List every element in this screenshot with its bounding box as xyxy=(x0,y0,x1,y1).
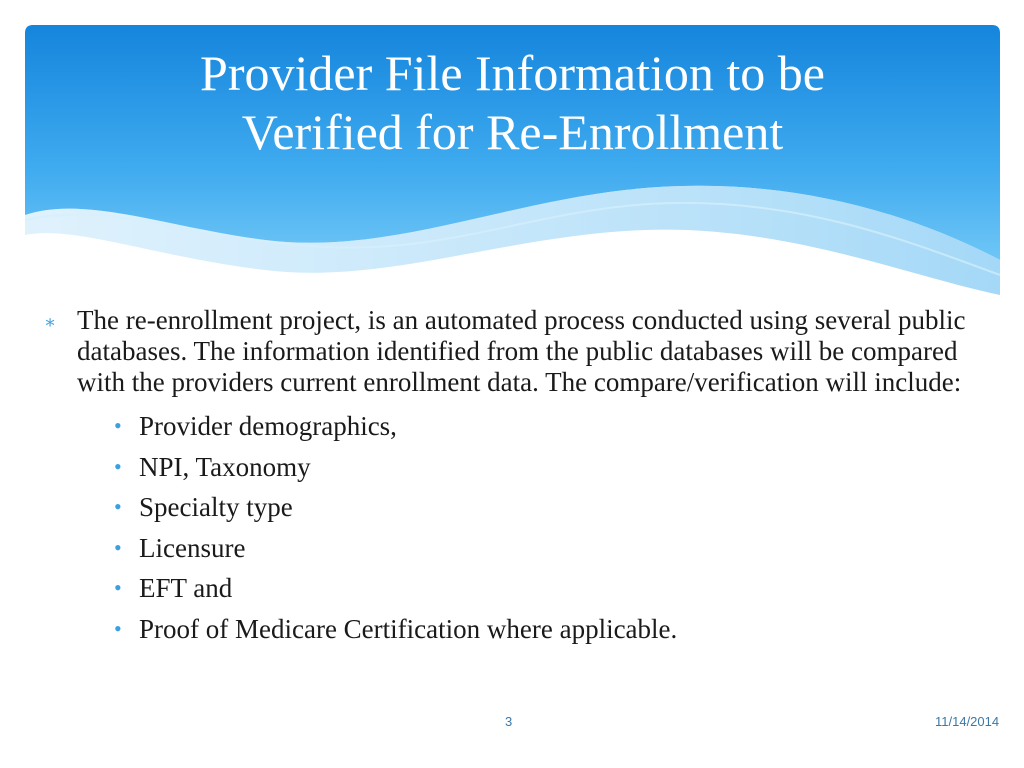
list-item xyxy=(44,528,984,569)
bullet-dot-icon: • xyxy=(114,615,122,641)
bullet-dot-icon: • xyxy=(114,413,122,438)
bullet-dot-icon: • xyxy=(114,494,122,519)
list-item-text: Proof of Medicare Certification where applicable. xyxy=(139,613,678,644)
bullet-dot-icon: • xyxy=(114,575,122,600)
list-item-text: Specialty type xyxy=(139,492,293,522)
list-item xyxy=(44,406,984,447)
slide-body xyxy=(44,305,984,649)
list-item-text: Provider demographics, xyxy=(139,411,397,441)
bullet-dot-icon: • xyxy=(114,534,122,560)
list-item xyxy=(44,487,984,528)
main-bullet xyxy=(44,305,984,398)
asterisk-bullet-icon: ∗ xyxy=(44,312,57,332)
list-item xyxy=(44,447,984,488)
slide-date: 11/14/2014 xyxy=(935,714,1000,729)
list-item-text: EFT and xyxy=(139,573,233,603)
verification-list xyxy=(44,406,984,649)
title-line-2: Verified for Re-Enrollment xyxy=(241,104,784,160)
page-number: 3 xyxy=(505,714,513,729)
list-item xyxy=(44,568,984,609)
title-line-1: Provider File Information to be xyxy=(200,45,825,101)
list-item xyxy=(44,609,984,650)
main-paragraph: The re-enrollment project, is an automated process conducted using several public databases. The information identified from the public databases will be compared with the providers current enrollment data. The compare/verification will include: xyxy=(77,305,966,397)
list-item-text: NPI, Taxonomy xyxy=(139,451,311,482)
bullet-dot-icon: • xyxy=(114,453,122,479)
list-item-text: Licensure xyxy=(139,532,246,563)
slide-title xyxy=(25,44,1000,162)
